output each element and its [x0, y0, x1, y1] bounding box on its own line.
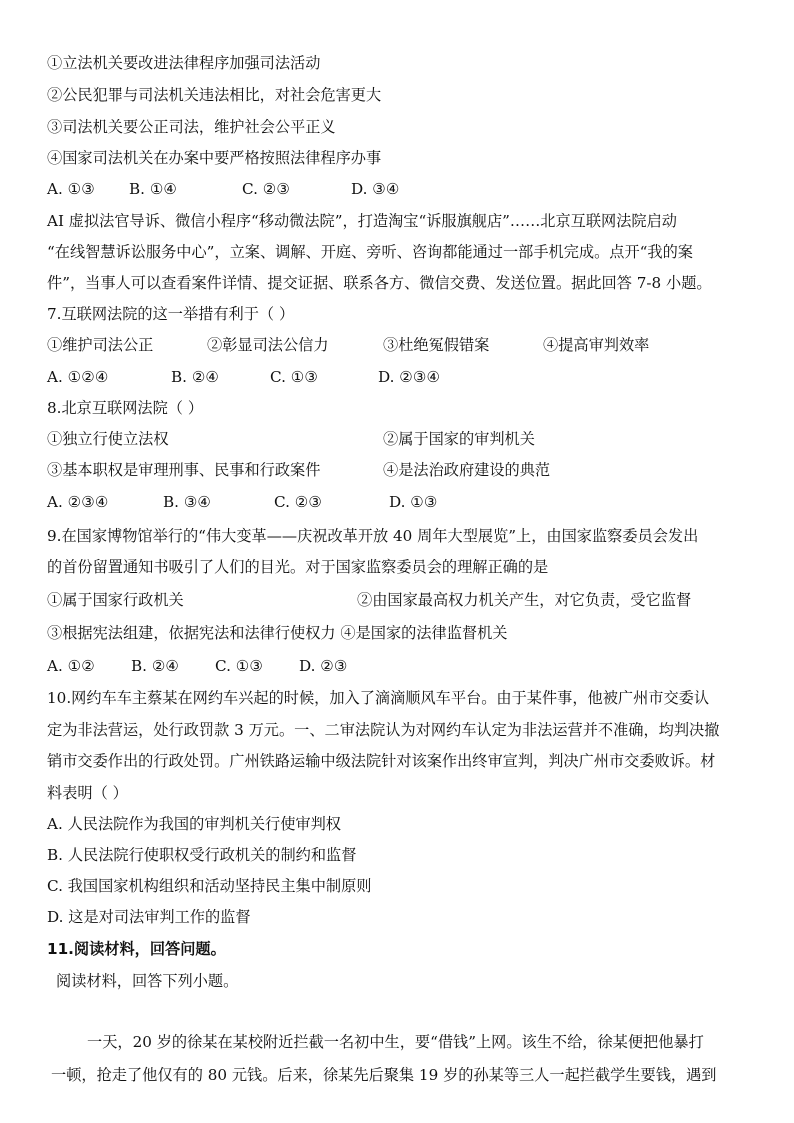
q9-item-1: ①属于国家行政机关 [47, 591, 184, 609]
q8-items-row-1 [47, 429, 750, 449]
q9-item-3: ③根据宪法组建，依据宪法和法律行使权力 [47, 624, 336, 642]
q10-stem-line-3: 销市交委作出的行政处罚。广州铁路运输中级法院针对该案作出终审宣判，判决广州市交委败诉。材 [47, 752, 716, 770]
q8-item-1: ①独立行使立法权 [47, 430, 169, 448]
q11-material-line-1: 一天，20 岁的徐某在某校附近拦截一名初中生，要“借钱”上网。该生不给，徐某便把他暴打 [87, 1033, 704, 1051]
q9-option-a[interactable]: A. ①② [47, 657, 95, 675]
q7-items [47, 335, 750, 355]
q6-options [47, 179, 750, 199]
q9-option-b[interactable]: B. ②④ [131, 657, 180, 675]
q7-option-c[interactable]: C. ①③ [270, 368, 318, 386]
q6-option-b[interactable]: B. ①④ [129, 180, 178, 198]
q8-item-4: ④是法治政府建设的典范 [383, 461, 551, 479]
q10-stem-line-4: 料表明（ ） [47, 784, 128, 802]
q8-items-row-2 [47, 460, 750, 480]
q7-option-b[interactable]: B. ②④ [171, 368, 220, 386]
statement-2: ②公民犯罪与司法机关违法相比，对社会危害更大 [47, 86, 382, 104]
q7-option-a[interactable]: A. ①②④ [47, 368, 109, 386]
q11-instruction: 阅读材料，回答下列小题。 [56, 972, 239, 990]
passage-line-3: 件”，当事人可以查看案件详情、提交证据、联系各方、微信交费、发送位置。据此回答 7-8 小题。 [47, 274, 712, 292]
q7-options [47, 367, 750, 387]
q10-stem-line-1: 10.网约车车主蔡某在网约车兴起的时候，加入了滴滴顺风车平台。由于某件事，他被广州市交委认 [47, 689, 710, 707]
statement-3: ③司法机关要公正司法，维护社会公平正义 [47, 118, 336, 136]
q8-stem: 8.北京互联网法院（ ） [47, 399, 204, 417]
q8-option-c[interactable]: C. ②③ [274, 493, 322, 511]
q9-item-2: ②由国家最高权力机关产生，对它负责，受它监督 [357, 591, 692, 609]
q9-option-c[interactable]: C. ①③ [215, 657, 263, 675]
q8-item-2: ②属于国家的审判机关 [383, 430, 535, 448]
q10-option-a[interactable]: A. 人民法院作为我国的审判机关行使审判权 [47, 815, 341, 833]
q11-heading: 11.阅读材料，回答问题。 [47, 940, 226, 958]
q6-option-c[interactable]: C. ②③ [242, 180, 290, 198]
q6-option-d[interactable]: D. ③④ [351, 180, 400, 198]
q8-option-d[interactable]: D. ①③ [389, 493, 438, 511]
q8-options [47, 492, 750, 512]
q7-item-4: ④提高审判效率 [543, 336, 650, 354]
q10-option-b[interactable]: B. 人民法院行使职权受行政机关的制约和监督 [47, 846, 357, 864]
q8-item-3: ③基本职权是审理刑事、民事和行政案件 [47, 461, 321, 479]
q7-stem: 7.互联网法院的这一举措有利于（ ） [47, 305, 295, 323]
q9-stem-line-2: 的首份留置通知书吸引了人们的目光。对于国家监察委员会的理解正确的是 [47, 558, 549, 576]
q8-option-b[interactable]: B. ③④ [163, 493, 212, 511]
q10-stem-line-2: 定为非法营运，处行政罚款 3 万元。一、二审法院认为对网约车认定为非法运营并不准确，均判决撤 [47, 721, 720, 739]
q9-items-row-1 [47, 590, 750, 610]
q6-option-a[interactable]: A. ①③ [47, 180, 95, 198]
statement-1: ①立法机关要改进法律程序加强司法活动 [47, 54, 321, 72]
q7-item-1: ①维护司法公正 [47, 336, 154, 354]
q9-items-row-2 [47, 623, 750, 643]
q9-option-d[interactable]: D. ②③ [299, 657, 348, 675]
passage-line-2: “在线智慧诉讼服务中心”，立案、调解、开庭、旁听、咨询都能通过一部手机完成。点开“我的案 [47, 243, 693, 261]
q9-options [47, 656, 750, 676]
q7-item-2: ②彰显司法公信力 [207, 336, 329, 354]
q10-option-d[interactable]: D. 这是对司法审判工作的监督 [47, 908, 251, 926]
passage-line-1: AI 虚拟法官导诉、微信小程序“移动微法院”，打造淘宝“诉服旗舰店”……北京互联网法院启动 [47, 212, 677, 230]
q9-stem-line-1: 9.在国家博物馆举行的“伟大变革——庆祝改革开放 40 周年大型展览”上，由国家监察委员会发出 [47, 527, 699, 545]
q7-item-3: ③杜绝冤假错案 [383, 336, 490, 354]
q9-item-4: ④是国家的法律监督机关 [340, 624, 508, 642]
q11-material-line-2: 一顿，抢走了他仅有的 80 元钱。后来，徐某先后聚集 19 岁的孙某等三人一起拦截学生要钱，遇到 [51, 1066, 717, 1084]
q7-option-d[interactable]: D. ②③④ [378, 368, 441, 386]
q8-option-a[interactable]: A. ②③④ [47, 493, 109, 511]
statement-4: ④国家司法机关在办案中要严格按照法律程序办事 [47, 149, 382, 167]
q10-option-c[interactable]: C. 我国国家机构组织和活动坚持民主集中制原则 [47, 877, 372, 895]
